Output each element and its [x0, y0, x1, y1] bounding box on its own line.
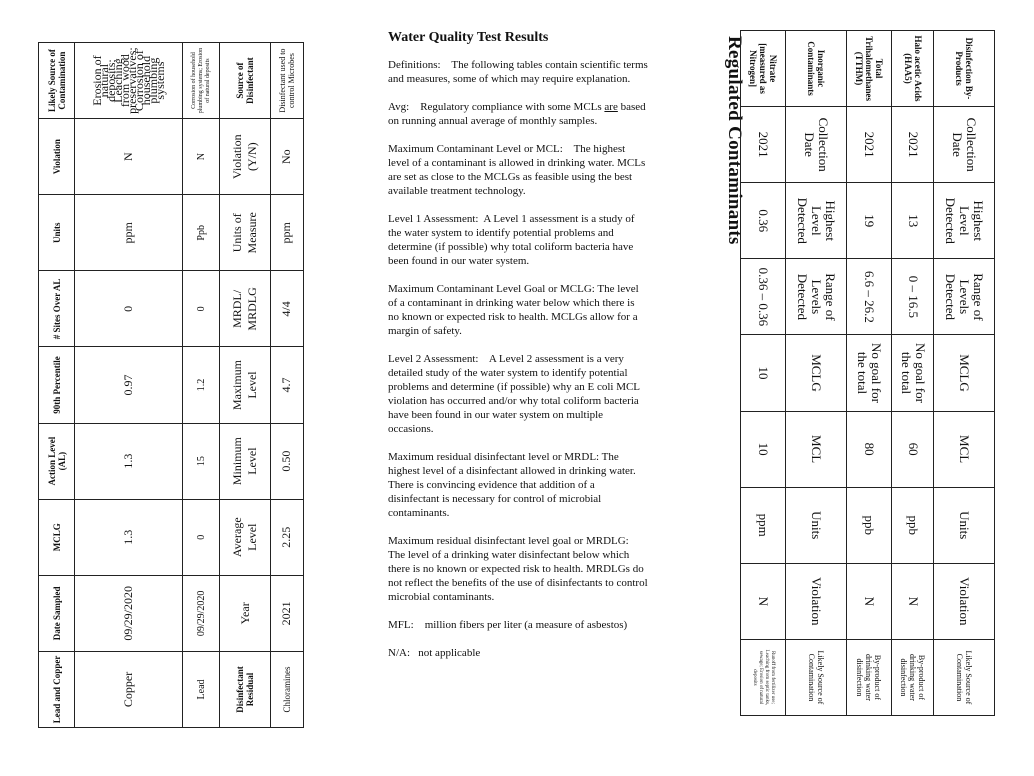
table-cell: MCLG — [934, 335, 995, 411]
table-cell: Units — [39, 195, 75, 271]
table-cell: 2021 — [846, 107, 891, 183]
table-cell: N — [183, 119, 220, 195]
table-cell: No — [270, 119, 303, 195]
table-cell: 0.36 — [741, 183, 786, 259]
table-cell: Likely Source of Contamination — [934, 639, 995, 715]
table-cell: 2021 — [741, 107, 786, 183]
table-cell: Inorganic Contaminants — [786, 31, 847, 107]
table-cell: MCL — [934, 411, 995, 487]
table-cell: Halo acetic Acids (HAA5) — [891, 31, 934, 107]
table-cell: 2.25 — [270, 499, 303, 575]
table-cell: Collection Date — [786, 107, 847, 183]
table-cell: MCL — [786, 411, 847, 487]
definition-text: Regulatory compliance with some MCLs — [420, 101, 605, 113]
definition-term: Maximum residual disinfectant level goal or MRDLG: — [388, 535, 629, 547]
table-cell: 0 — [183, 499, 220, 575]
table-cell: Action Level (AL) — [39, 423, 75, 499]
table-cell: 90th Percentile — [39, 347, 75, 423]
table-header-row — [786, 31, 847, 716]
table-cell: Chloramines — [270, 651, 303, 727]
definition-term: Level 1 Assessment: — [388, 213, 479, 225]
definition-item — [388, 618, 648, 632]
definition-text-underlined: are — [604, 101, 618, 113]
table-cell: Likely Source of Contamination — [786, 639, 847, 715]
regulated-contaminants-table — [740, 30, 995, 716]
table-cell: Ppb — [183, 195, 220, 271]
table-cell: 2021 — [270, 575, 303, 651]
table-cell: Violation (Y/N) — [220, 119, 270, 195]
table-cell: N — [741, 563, 786, 639]
definition-item — [388, 352, 648, 436]
table-cell: 10 — [741, 335, 786, 411]
lead-copper-table-panel — [38, 42, 304, 728]
table-cell: Units of Measure — [220, 195, 270, 271]
table-row — [741, 31, 786, 716]
table-cell: Disinfection By-Products — [934, 31, 995, 107]
table-cell: ppm — [741, 487, 786, 563]
definition-item — [388, 646, 648, 660]
definition-term: Avg: — [388, 101, 410, 113]
table-cell: 09/29/2020 — [75, 575, 183, 651]
table-cell: Minimum Level — [220, 423, 270, 499]
table-cell: Date Sampled — [39, 575, 75, 651]
table-cell: Units — [934, 487, 995, 563]
table-cell: Runoff from fertilizer use; Leaching from septic tanks, sewage; Erosion of natural deposits — [741, 639, 786, 715]
table-cell: 19 — [846, 183, 891, 259]
table-cell: 15 — [183, 423, 220, 499]
table-cell: 0 — [75, 271, 183, 347]
definition-text: based on running annual average of monthly samples. — [388, 101, 646, 127]
table-cell: Erosion of natural deposits; Leaching from wood preservatives; Corrosion of household plumbing systems — [75, 43, 183, 119]
table-cell: 1.2 — [183, 347, 220, 423]
table-row — [891, 31, 934, 716]
table-cell: Range of Levels Detected — [934, 259, 995, 335]
definition-text: A Level 2 assessment is a very detailed study of the water system to identify potential problems and determine (if possible) why an E coli MCL violation has occurred and/or why total coliform bacteria have been found in our water system on multiple occasions. — [388, 353, 640, 435]
definition-text: The following tables contain scientific terms and measures, some of which may require explanation. — [388, 59, 648, 85]
table-cell: Highest Level Detected — [934, 183, 995, 259]
table-cell: Units — [786, 487, 847, 563]
table-cell: Maximum Level — [220, 347, 270, 423]
page-title: Water Quality Test Results — [388, 30, 549, 45]
table-cell: No goal for the total — [846, 335, 891, 411]
table-cell: 0.97 — [75, 347, 183, 423]
table-cell: N — [891, 563, 934, 639]
definition-text: The level of a contaminant in drinking water below which there is no known or expected risk to health. MCLGs allow for a margin of safety. — [388, 283, 639, 337]
table-cell: 6.6 – 26.2 — [846, 259, 891, 335]
table-cell: ppm — [75, 195, 183, 271]
table-header-row — [934, 31, 995, 716]
table-cell: Violation — [934, 563, 995, 639]
table-cell: Likely Source of Contamination — [39, 43, 75, 119]
table-cell: 10 — [741, 411, 786, 487]
table-cell: Range of Levels Detected — [786, 259, 847, 335]
definition-item — [388, 212, 648, 268]
definition-term: Maximum Contaminant Level or MCL: — [388, 143, 563, 155]
table-cell: Disinfectant used to control Microbes — [270, 43, 303, 119]
table-cell: 13 — [891, 183, 934, 259]
table-row — [183, 43, 220, 728]
lead-copper-table — [38, 42, 304, 728]
definition-item — [388, 282, 648, 338]
table-cell: Violation — [786, 563, 847, 639]
table-header-row — [220, 43, 270, 728]
definition-item — [388, 450, 648, 520]
table-cell: By-product of drinking water disinfection — [891, 639, 934, 715]
table-cell: 4.7 — [270, 347, 303, 423]
definition-term: MFL: — [388, 619, 414, 631]
table-cell: Violation — [39, 119, 75, 195]
definition-text: not applicable — [418, 647, 481, 659]
definition-text: The highest level of a disinfectant allowed in drinking water. There is convincing evidence that addition of a disinfectant is necessary for control of microbial contaminants. — [388, 451, 636, 519]
definition-text: A Level 1 assessment is a study of the water system to identify potential problems and determine (if possible) why total coliform bacteria have been found in our water system. — [388, 213, 635, 267]
table-cell: MCLG — [786, 335, 847, 411]
definition-item — [388, 534, 648, 604]
table-cell: 0 — [183, 271, 220, 347]
definition-item — [388, 100, 648, 128]
table-cell: ppm — [270, 195, 303, 271]
table-cell: Copper — [75, 651, 183, 727]
table-cell: 60 — [891, 411, 934, 487]
table-cell: Collection Date — [934, 107, 995, 183]
definitions-panel — [388, 30, 648, 674]
table-cell: MRDL/ MRDLG — [220, 271, 270, 347]
definition-text: The level of a drinking water disinfectant below which there is no known or expected risk to health. MRDLGs do not reflect the benefits of the use of disinfectants to control microbial contaminants. — [388, 549, 648, 603]
definition-text: The highest level of a contaminant is allowed in drinking water. MCLs are set as close to the MCLGs as feasible using the best available treatment technology. — [388, 143, 646, 197]
table-header-row — [39, 43, 75, 728]
table-row — [270, 43, 303, 728]
table-cell: 1.3 — [75, 499, 183, 575]
table-cell: 09/29/2020 — [183, 575, 220, 651]
table-cell: No goal for the total — [891, 335, 934, 411]
definition-item — [388, 142, 648, 198]
table-cell: 1.3 — [75, 423, 183, 499]
table-cell: # Sites Over AL — [39, 271, 75, 347]
table-cell: Average Level — [220, 499, 270, 575]
table-cell: Source of Disinfectant — [220, 43, 270, 119]
table-cell: 0.50 — [270, 423, 303, 499]
table-cell: Nitrate [measured as Nitrogen] — [741, 31, 786, 107]
table-cell: Total Trihalomethanes (TTHM) — [846, 31, 891, 107]
table-cell: ppb — [891, 487, 934, 563]
definition-term: Definitions: — [388, 59, 441, 71]
definition-text: million fibers per liter (a measure of asbestos) — [424, 619, 628, 631]
table-cell: N — [846, 563, 891, 639]
table-cell: 80 — [846, 411, 891, 487]
table-cell: 0.36 – 0.36 — [741, 259, 786, 335]
definition-term: Maximum residual disinfectant level or MRDL: — [388, 451, 600, 463]
table-row — [75, 43, 183, 728]
table-cell: Lead — [183, 651, 220, 727]
table-cell: 4/4 — [270, 271, 303, 347]
table-cell: Year — [220, 575, 270, 651]
table-cell: Corrosion of household plumbing systems; Erosion of natural deposits — [183, 43, 220, 119]
definition-term: N/A: — [388, 647, 410, 659]
table-cell: By-product of drinking water disinfection — [846, 639, 891, 715]
table-cell: 0 – 16.5 — [891, 259, 934, 335]
table-cell: Disinfectant Residual — [220, 651, 270, 727]
definition-term: Maximum Contaminant Level Goal or MCLG: — [388, 283, 595, 295]
regulated-contaminants-table-panel — [740, 30, 995, 716]
section-title: Regulated Contaminants — [724, 36, 745, 245]
table-cell: Highest Level Detected — [786, 183, 847, 259]
table-cell: MCLG — [39, 499, 75, 575]
table-cell: ppb — [846, 487, 891, 563]
definition-item — [388, 58, 648, 86]
definition-term: Level 2 Assessment: — [388, 353, 479, 365]
table-cell: Lead and Copper — [39, 651, 75, 727]
table-row — [846, 31, 891, 716]
table-cell: 2021 — [891, 107, 934, 183]
table-cell: N — [75, 119, 183, 195]
